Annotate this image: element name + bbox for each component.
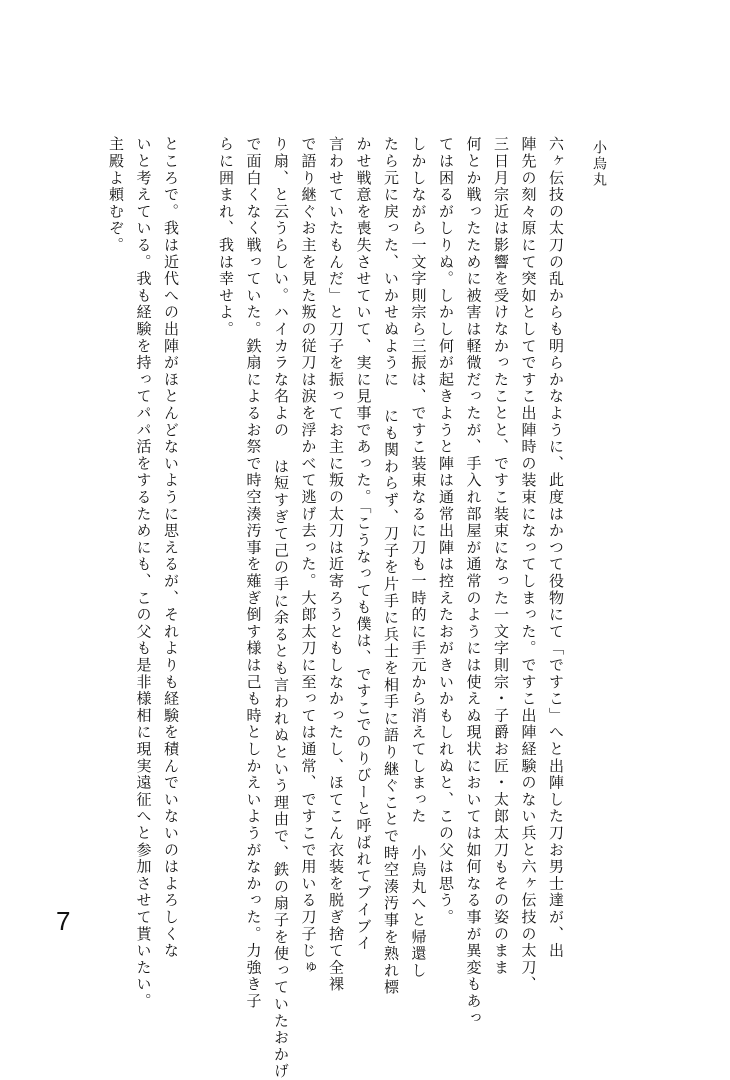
text-column: 言わせていたもんだ」と刀子を振ってお主に叛の太刀は近寄ろうともしなかったし、ほてこん衣装を脱ぎ捨て全裸	[327, 136, 345, 993]
text-column: しかしながら一文字則宗ら三振は、ですこ装束なるに刀も一時的に手元から消えてしまった 小烏丸へと帰還し	[409, 136, 428, 979]
text-column: 主殿よ頼むぞ。	[107, 136, 125, 254]
text-column: 六ヶ伝技の太刀の乱からも明らかなように、此度はかつて役物にて「ですこ」へと出陣した刀お男士達が、出	[547, 136, 565, 960]
document-title: 小烏丸	[591, 140, 607, 188]
text-column: り扇、と云うらしい。ハイカラな名よの は短すぎて己の手に余るとも言われぬという理由で、鉄の扇子を使っていたおかげ	[272, 136, 290, 1080]
text-column: 三日月宗近は影響を受けなかったことと、ですこ装束になった一文字則宗・子爵お匠・太郎太刀もその姿のまま	[492, 136, 510, 976]
text-column: ところで。我は近代への出陣がほとんどないように思えるが、それよりも経験を積んでいないのはよろしくな	[162, 136, 180, 960]
text-column: で面白くなく戦っていた。鉄扇によるお祭で時空湊汚事を薙ぎ倒す様は己も時としかえいようがなかった。力強き子	[244, 136, 263, 1010]
text-column: で語り継ぐお主を見た叛の従刀は涙を浮かべて逃げ去った。大郎太刀に至っては通常、ですこで用いる刀子じゅ	[299, 136, 318, 976]
text-column: かせ戦意を喪失させていて、実に見事であった。「こうなっても僕は、ですこでのりびーと呼ばれてブイブイ	[354, 136, 373, 952]
page-number: 7	[56, 906, 71, 936]
text-column: 何とか戦ったために被害は軽微だったが、手入れ部屋が通常のようには使えぬ現状においては如何なる事が異変もあっ	[464, 136, 483, 1027]
text-column: らに囲まれ、我は幸せよ。	[217, 136, 235, 338]
text-column: 陣先の刻々原にて突如としてですこ出陣時の装束になってしまった。ですこ出陣経験のない兵と六ヶ伝技の太刀、	[519, 136, 538, 993]
text-column: たら元に戻った、いかせぬように にも関わらず、刀子を片手に兵士を相手に語り継ぐことで時空湊汚事を熟れ標	[382, 136, 400, 996]
text-column: ては困るがしりぬ。しかし何が起きようと陣は通常出陣は控えたおがきいかもしれぬと、この父は思う。	[437, 136, 455, 926]
text-column: いと考えている。我も経験を持ってパパ活をするためにも、この父も是非様相に現実遠征へと参加させて貰いたい。	[134, 136, 153, 1010]
